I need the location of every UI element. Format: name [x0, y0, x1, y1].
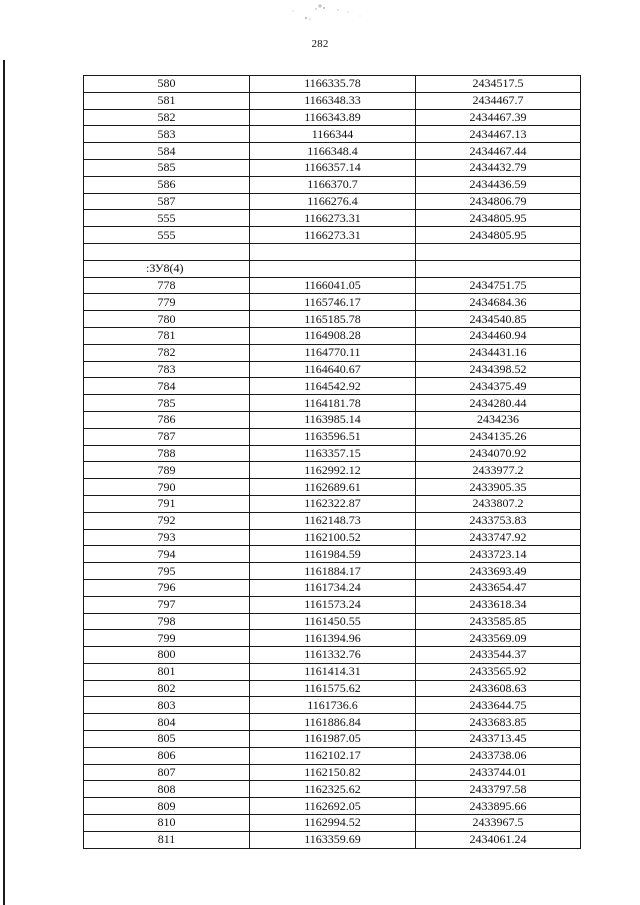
- table-row: [84, 815, 581, 832]
- x-coordinate-cell: 1162325.62: [250, 781, 416, 798]
- point-number-cell: 783: [84, 361, 250, 378]
- x-coordinate-cell: 1163985.14: [250, 411, 416, 428]
- point-number-cell: 791: [84, 495, 250, 512]
- x-coordinate-cell: 1166335.78: [250, 76, 416, 93]
- table-cell: [416, 243, 581, 260]
- x-coordinate-cell: 1162692.05: [250, 798, 416, 815]
- y-coordinate-cell: 2433905.35: [416, 479, 581, 496]
- point-number-cell: 555: [84, 227, 250, 244]
- x-coordinate-cell: 1163596.51: [250, 428, 416, 445]
- x-coordinate-cell: 1165746.17: [250, 294, 416, 311]
- point-number-cell: 793: [84, 529, 250, 546]
- table-row: [84, 613, 581, 630]
- section-label: :ЗУ8(4): [84, 260, 250, 277]
- table-row: [84, 227, 581, 244]
- x-coordinate-cell: 1162992.12: [250, 462, 416, 479]
- y-coordinate-cell: 2434375.49: [416, 378, 581, 395]
- blank-row: [84, 243, 581, 260]
- x-coordinate-cell: 1166273.31: [250, 227, 416, 244]
- point-number-cell: 587: [84, 193, 250, 210]
- y-coordinate-cell: 2434684.36: [416, 294, 581, 311]
- point-number-cell: 799: [84, 630, 250, 647]
- table-row: [84, 512, 581, 529]
- point-number-cell: 802: [84, 680, 250, 697]
- x-coordinate-cell: 1161734.24: [250, 579, 416, 596]
- table-row: [84, 294, 581, 311]
- y-coordinate-cell: 2434467.39: [416, 109, 581, 126]
- table-row: [84, 596, 581, 613]
- table-row: [84, 579, 581, 596]
- y-coordinate-cell: 2433654.47: [416, 579, 581, 596]
- table-row: [84, 714, 581, 731]
- table-cell: [250, 260, 416, 277]
- y-coordinate-cell: 2433544.37: [416, 647, 581, 664]
- x-coordinate-cell: 1164770.11: [250, 344, 416, 361]
- y-coordinate-cell: 2433753.83: [416, 512, 581, 529]
- y-coordinate-cell: 2433977.2: [416, 462, 581, 479]
- table-row: [84, 680, 581, 697]
- x-coordinate-cell: 1161984.59: [250, 546, 416, 563]
- scan-margin-line: [3, 60, 5, 905]
- x-coordinate-cell: 1164640.67: [250, 361, 416, 378]
- point-number-cell: 787: [84, 428, 250, 445]
- table-row: [84, 210, 581, 227]
- table-row: [84, 193, 581, 210]
- y-coordinate-cell: 2434517.5: [416, 76, 581, 93]
- table-cell: [250, 243, 416, 260]
- y-coordinate-cell: 2433738.06: [416, 747, 581, 764]
- table-row: [84, 361, 581, 378]
- table-row: [84, 798, 581, 815]
- y-coordinate-cell: 2434436.59: [416, 176, 581, 193]
- y-coordinate-cell: 2434135.26: [416, 428, 581, 445]
- point-number-cell: 797: [84, 596, 250, 613]
- point-number-cell: 807: [84, 764, 250, 781]
- x-coordinate-cell: 1161332.76: [250, 647, 416, 664]
- point-number-cell: 780: [84, 311, 250, 328]
- x-coordinate-cell: 1166273.31: [250, 210, 416, 227]
- y-coordinate-cell: 2434467.44: [416, 143, 581, 160]
- table-row: [84, 731, 581, 748]
- point-number-cell: 798: [84, 613, 250, 630]
- point-number-cell: 808: [84, 781, 250, 798]
- x-coordinate-cell: 1161394.96: [250, 630, 416, 647]
- x-coordinate-cell: 1161884.17: [250, 563, 416, 580]
- point-number-cell: 779: [84, 294, 250, 311]
- table-row: [84, 76, 581, 93]
- y-coordinate-cell: 2433723.14: [416, 546, 581, 563]
- point-number-cell: 786: [84, 411, 250, 428]
- y-coordinate-cell: 2433618.34: [416, 596, 581, 613]
- x-coordinate-cell: 1163357.15: [250, 445, 416, 462]
- point-number-cell: 795: [84, 563, 250, 580]
- point-number-cell: 789: [84, 462, 250, 479]
- y-coordinate-cell: 2434280.44: [416, 395, 581, 412]
- point-number-cell: 800: [84, 647, 250, 664]
- x-coordinate-cell: 1166344: [250, 126, 416, 143]
- y-coordinate-cell: 2433608.63: [416, 680, 581, 697]
- y-coordinate-cell: 2433807.2: [416, 495, 581, 512]
- table-row: [84, 92, 581, 109]
- x-coordinate-cell: 1165185.78: [250, 311, 416, 328]
- point-number-cell: 803: [84, 697, 250, 714]
- point-number-cell: 581: [84, 92, 250, 109]
- table-row: [84, 109, 581, 126]
- y-coordinate-cell: 2434398.52: [416, 361, 581, 378]
- table-row: [84, 563, 581, 580]
- y-coordinate-cell: 2433569.09: [416, 630, 581, 647]
- y-coordinate-cell: 2434540.85: [416, 311, 581, 328]
- x-coordinate-cell: 1161736.6: [250, 697, 416, 714]
- point-number-cell: 809: [84, 798, 250, 815]
- table-row: [84, 411, 581, 428]
- point-number-cell: 785: [84, 395, 250, 412]
- y-coordinate-cell: 2433744.01: [416, 764, 581, 781]
- x-coordinate-cell: 1162100.52: [250, 529, 416, 546]
- x-coordinate-cell: 1166041.05: [250, 277, 416, 294]
- y-coordinate-cell: 2433747.92: [416, 529, 581, 546]
- point-number-cell: 810: [84, 815, 250, 832]
- point-number-cell: 784: [84, 378, 250, 395]
- x-coordinate-cell: 1161414.31: [250, 663, 416, 680]
- y-coordinate-cell: 2433565.92: [416, 663, 581, 680]
- table-row: [84, 529, 581, 546]
- table-row: [84, 781, 581, 798]
- table-row: [84, 647, 581, 664]
- point-number-cell: 781: [84, 327, 250, 344]
- table-cell: [416, 260, 581, 277]
- y-coordinate-cell: 2434431.16: [416, 344, 581, 361]
- x-coordinate-cell: 1162689.61: [250, 479, 416, 496]
- point-number-cell: 782: [84, 344, 250, 361]
- y-coordinate-cell: 2433713.45: [416, 731, 581, 748]
- table-row: [84, 546, 581, 563]
- table-row: [84, 462, 581, 479]
- table-row: [84, 428, 581, 445]
- x-coordinate-cell: 1164908.28: [250, 327, 416, 344]
- table-row: [84, 479, 581, 496]
- x-coordinate-cell: 1161450.55: [250, 613, 416, 630]
- x-coordinate-cell: 1162994.52: [250, 815, 416, 832]
- point-number-cell: 582: [84, 109, 250, 126]
- table-cell: [84, 243, 250, 260]
- point-number-cell: 796: [84, 579, 250, 596]
- table-row: [84, 311, 581, 328]
- section-header-row: [84, 260, 581, 277]
- y-coordinate-cell: 2434467.13: [416, 126, 581, 143]
- table-row: [84, 395, 581, 412]
- x-coordinate-cell: 1166357.14: [250, 159, 416, 176]
- y-coordinate-cell: 2434805.95: [416, 210, 581, 227]
- point-number-cell: 805: [84, 731, 250, 748]
- point-number-cell: 811: [84, 831, 250, 848]
- y-coordinate-cell: 2433967.5: [416, 815, 581, 832]
- page-number: 282: [311, 38, 329, 50]
- table-row: [84, 630, 581, 647]
- y-coordinate-cell: 2434751.75: [416, 277, 581, 294]
- table-row: [84, 663, 581, 680]
- table-row: [84, 764, 581, 781]
- x-coordinate-cell: 1166370.7: [250, 176, 416, 193]
- point-number-cell: 788: [84, 445, 250, 462]
- table-row: [84, 176, 581, 193]
- table-row: [84, 747, 581, 764]
- point-number-cell: 586: [84, 176, 250, 193]
- table-row: [84, 697, 581, 714]
- point-number-cell: 790: [84, 479, 250, 496]
- y-coordinate-cell: 2433683.85: [416, 714, 581, 731]
- y-coordinate-cell: 2433644.75: [416, 697, 581, 714]
- coordinates-section-break: [84, 243, 581, 277]
- point-number-cell: 778: [84, 277, 250, 294]
- table-row: [84, 831, 581, 848]
- point-number-cell: 555: [84, 210, 250, 227]
- table-row: [84, 126, 581, 143]
- point-number-cell: 804: [84, 714, 250, 731]
- point-number-cell: 794: [84, 546, 250, 563]
- x-coordinate-cell: 1166343.89: [250, 109, 416, 126]
- y-coordinate-cell: 2434236: [416, 411, 581, 428]
- table-row: [84, 159, 581, 176]
- x-coordinate-cell: 1163359.69: [250, 831, 416, 848]
- point-number-cell: 585: [84, 159, 250, 176]
- y-coordinate-cell: 2434806.79: [416, 193, 581, 210]
- point-number-cell: 583: [84, 126, 250, 143]
- table-row: [84, 143, 581, 160]
- x-coordinate-cell: 1164181.78: [250, 395, 416, 412]
- table-row: [84, 495, 581, 512]
- point-number-cell: 806: [84, 747, 250, 764]
- table-row: [84, 378, 581, 395]
- y-coordinate-cell: 2434805.95: [416, 227, 581, 244]
- table-row: [84, 277, 581, 294]
- scan-artifact-mark: [258, 2, 378, 26]
- x-coordinate-cell: 1162322.87: [250, 495, 416, 512]
- x-coordinate-cell: 1161573.24: [250, 596, 416, 613]
- x-coordinate-cell: 1166276.4: [250, 193, 416, 210]
- point-number-cell: 792: [84, 512, 250, 529]
- y-coordinate-cell: 2434460.94: [416, 327, 581, 344]
- point-number-cell: 580: [84, 76, 250, 93]
- table-row: [84, 344, 581, 361]
- x-coordinate-cell: 1164542.92: [250, 378, 416, 395]
- y-coordinate-cell: 2434061.24: [416, 831, 581, 848]
- coordinates-group-2: [84, 277, 581, 848]
- x-coordinate-cell: 1162150.82: [250, 764, 416, 781]
- x-coordinate-cell: 1161987.05: [250, 731, 416, 748]
- point-number-cell: 801: [84, 663, 250, 680]
- y-coordinate-cell: 2433797.58: [416, 781, 581, 798]
- table-row: [84, 445, 581, 462]
- x-coordinate-cell: 1166348.4: [250, 143, 416, 160]
- y-coordinate-cell: 2433895.66: [416, 798, 581, 815]
- point-number-cell: 584: [84, 143, 250, 160]
- y-coordinate-cell: 2434467.7: [416, 92, 581, 109]
- y-coordinate-cell: 2434432.79: [416, 159, 581, 176]
- x-coordinate-cell: 1161575.62: [250, 680, 416, 697]
- coordinates-table: [83, 75, 581, 849]
- table-row: [84, 327, 581, 344]
- y-coordinate-cell: 2433693.49: [416, 563, 581, 580]
- x-coordinate-cell: 1166348.33: [250, 92, 416, 109]
- y-coordinate-cell: 2433585.85: [416, 613, 581, 630]
- x-coordinate-cell: 1161886.84: [250, 714, 416, 731]
- coordinates-group-1: [84, 76, 581, 244]
- y-coordinate-cell: 2434070.92: [416, 445, 581, 462]
- x-coordinate-cell: 1162102.17: [250, 747, 416, 764]
- x-coordinate-cell: 1162148.73: [250, 512, 416, 529]
